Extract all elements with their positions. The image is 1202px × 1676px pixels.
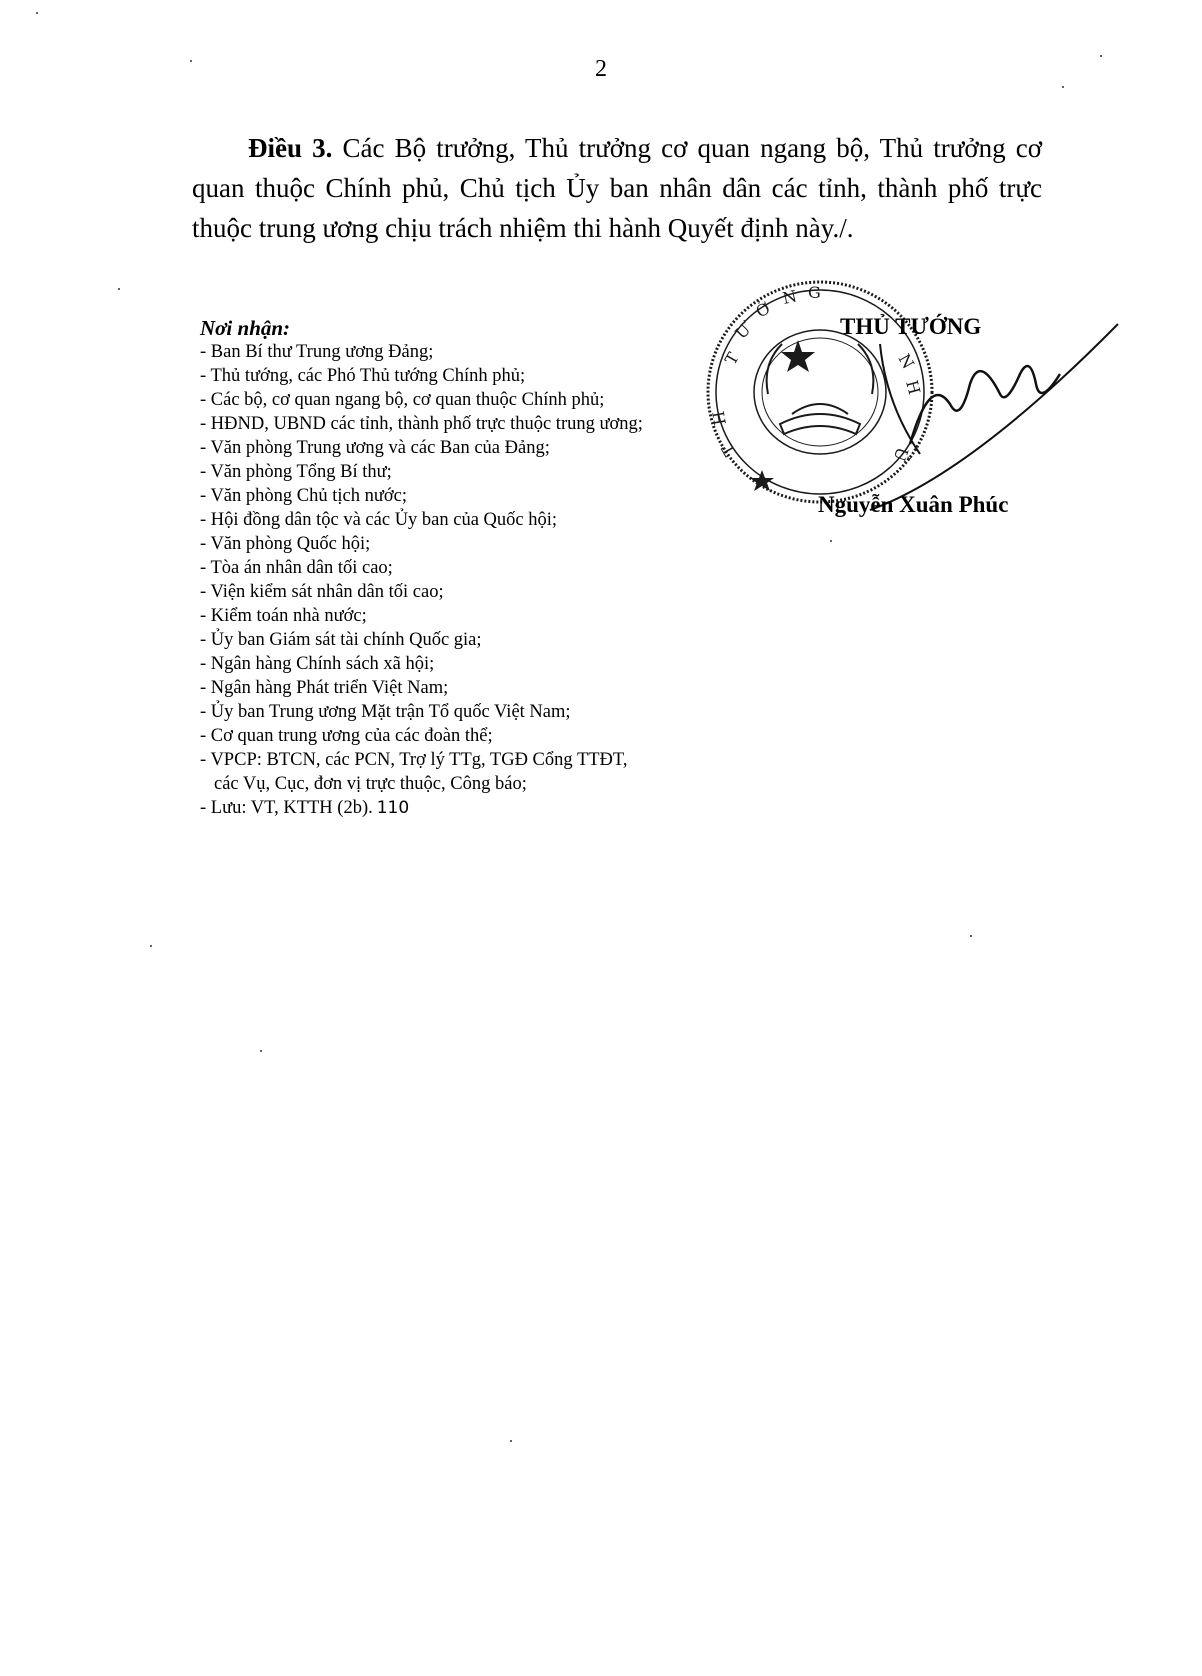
scan-speck	[970, 935, 972, 937]
svg-text:H: H	[902, 378, 925, 397]
recipient-item: - Kiểm toán nhà nước;	[200, 606, 367, 626]
recipient-item: - Viện kiểm sát nhân dân tối cao;	[200, 582, 444, 602]
recipient-item: - Văn phòng Quốc hội;	[200, 534, 371, 554]
recipient-item: - Văn phòng Tổng Bí thư;	[200, 462, 392, 482]
scan-speck	[190, 60, 192, 62]
scan-speck	[260, 1050, 262, 1052]
recipient-item: - HĐND, UBND các tỉnh, thành phố trực thuộc trung ương;	[200, 414, 643, 434]
recipient-item: - Cơ quan trung ương của các đoàn thể;	[200, 726, 493, 746]
scan-speck	[150, 945, 152, 947]
recipient-item: - Văn phòng Chủ tịch nước;	[200, 486, 408, 506]
recipient-item-archive	[200, 796, 760, 820]
article-body: Các Bộ trưởng, Thủ trưởng cơ quan ngang bộ, Thủ trưởng cơ quan thuộc Chính phủ, Chủ tịch Ủy ban nhân dân các tỉnh, thành phố trực thuộc trung ương chịu trách nhiệm thi hành Quyết định này./.	[192, 133, 1043, 243]
recipient-item: - Ủy ban Trung ương Mặt trận Tổ quốc Việt Nam;	[200, 702, 571, 722]
recipients-block	[200, 316, 760, 820]
article-heading: Điều 3.	[248, 133, 333, 163]
scan-speck	[1100, 55, 1102, 57]
recipient-item: - VPCP: BTCN, các PCN, Trợ lý TTg, TGĐ Cổng TTĐT,	[200, 750, 628, 770]
scan-speck	[36, 12, 38, 14]
recipient-item: - Tòa án nhân dân tối cao;	[200, 558, 393, 578]
svg-text:G: G	[808, 283, 821, 302]
recipients-title: Nơi nhận:	[200, 316, 291, 340]
recipient-item: - Hội đồng dân tộc và các Ủy ban của Quốc hội;	[200, 510, 558, 530]
recipient-item: - Thủ tướng, các Phó Thủ tướng Chính phủ;	[200, 366, 526, 386]
signer-title: THỦ TƯỚNG	[840, 314, 982, 339]
svg-text:T: T	[717, 440, 740, 460]
svg-text:Ớ: Ớ	[752, 298, 774, 322]
recipient-item: - Ngân hàng Chính sách xã hội;	[200, 654, 435, 674]
scan-speck	[830, 540, 832, 542]
svg-text:H: H	[708, 409, 730, 427]
svg-text:N: N	[894, 350, 918, 373]
handwritten-signature-icon	[850, 314, 1120, 514]
scan-speck	[510, 1440, 512, 1442]
svg-text:T: T	[721, 349, 743, 368]
svg-text:Ư: Ư	[731, 319, 755, 343]
scan-speck	[118, 288, 120, 290]
signature-block	[708, 270, 1120, 530]
signer-name: Nguyễn Xuân Phúc	[818, 492, 1009, 517]
recipient-item: - Ban Bí thư Trung ương Đảng;	[200, 342, 434, 362]
svg-text:Ủ: Ủ	[889, 444, 913, 464]
recipient-item: - Ủy ban Giám sát tài chính Quốc gia;	[200, 630, 482, 650]
recipient-item: - Ngân hàng Phát triển Việt Nam;	[200, 678, 449, 698]
handwritten-number: 110	[376, 798, 410, 818]
svg-text:N: N	[780, 286, 799, 308]
page-number: 2	[595, 56, 607, 82]
archive-label: - Lưu: VT, KTTH (2b).	[200, 798, 373, 818]
scan-speck	[1062, 86, 1064, 88]
recipient-item: - Các bộ, cơ quan ngang bộ, cơ quan thuộc Chính phủ;	[200, 390, 605, 410]
article-paragraph	[192, 128, 1042, 248]
recipient-item: - Văn phòng Trung ương và các Ban của Đảng;	[200, 438, 550, 458]
recipients-list	[200, 340, 760, 820]
recipient-item-continuation: các Vụ, Cục, đơn vị trực thuộc, Công báo;	[214, 774, 527, 794]
